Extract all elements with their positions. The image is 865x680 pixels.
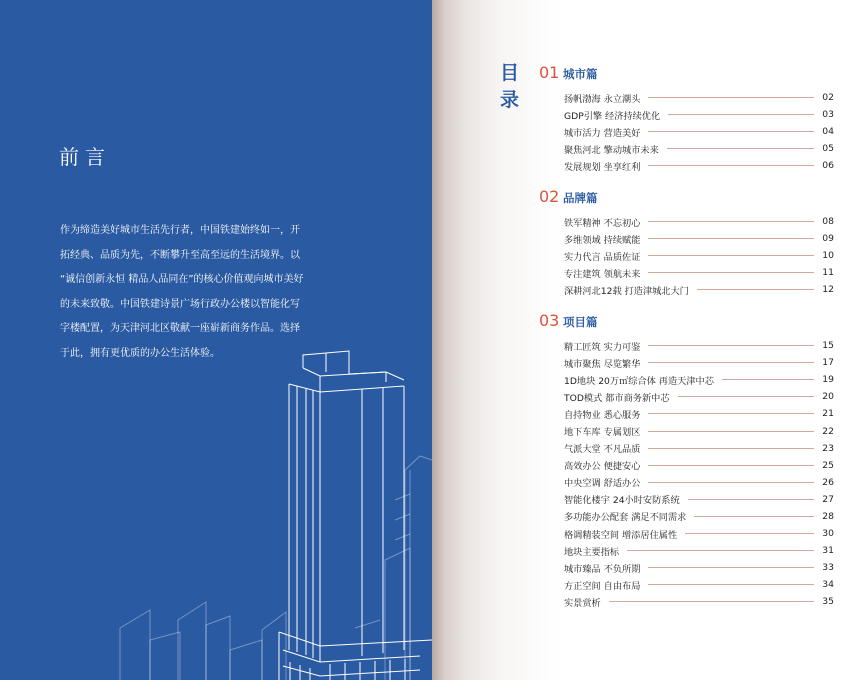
chapter-header[interactable] (539, 187, 834, 207)
preface-line: 拓经典、品质为先，不断攀升至高至远的生活境界。以 (60, 249, 300, 261)
toc-entry-label: 多功能办公配套 满足不同需求 (564, 512, 687, 524)
toc-page-number: 34 (822, 579, 834, 591)
toc-page-number: 17 (822, 357, 834, 369)
toc-leader-line (648, 221, 814, 222)
toc-entry[interactable] (564, 559, 834, 576)
preface-line: 字楼配置，为天津河北区敬献一座崭新商务作品。选择 (60, 323, 300, 334)
toc-page-number: 23 (822, 442, 834, 454)
toc-leader-line (648, 448, 814, 449)
toc-heading-char: 录 (500, 89, 520, 111)
toc-heading (500, 60, 522, 114)
toc-entry[interactable] (564, 593, 834, 610)
toc-entry-label: 1D地块 20万㎡综合体 再造天津中芯 (564, 375, 714, 387)
toc-entry[interactable] (564, 371, 834, 388)
toc-leader-line (722, 379, 814, 380)
toc-page-number: 26 (822, 476, 834, 488)
toc-entry[interactable] (564, 230, 834, 247)
toc-leader-line (648, 255, 814, 256)
toc-entry[interactable] (564, 440, 834, 457)
toc-leader-line (648, 362, 814, 363)
toc-page-number: 11 (822, 267, 834, 279)
chapter-header[interactable] (539, 311, 834, 331)
toc-entry-label: 城市活力 营造美好 (564, 127, 641, 139)
chapter-name: 城市篇 (563, 67, 598, 81)
toc-page-number: 20 (822, 391, 834, 403)
toc-entry-label: 方正空间 自由布局 (564, 580, 641, 592)
chapter-name: 项目篇 (563, 315, 598, 329)
toc-leader-line (609, 601, 814, 602)
toc-entry-label: 铁军精神 不忘初心 (564, 217, 641, 229)
toc-leader-line (685, 533, 814, 534)
toc-page-number: 30 (822, 528, 834, 540)
toc-page-number: 06 (822, 160, 834, 172)
toc-entry-label: GDP引擎 经济持续优化 (564, 110, 661, 122)
toc-entry[interactable] (564, 405, 834, 422)
toc-entry-label: 气派大堂 不凡品质 (564, 444, 641, 456)
toc-page-number: 25 (822, 459, 834, 471)
toc-entry-label: 智能化楼宇 24小时安防系统 (564, 495, 680, 507)
toc-page-number: 22 (822, 425, 834, 437)
toc-leader-line (648, 345, 814, 346)
toc-page-number: 35 (822, 596, 834, 608)
preface-line: 作为缔造美好城市生活先行者，中国铁建始终如一，开 (60, 225, 300, 236)
toc-entry-list (539, 89, 834, 174)
toc-entry-label: 实力代言 品质佐证 (564, 251, 641, 263)
toc-page-number: 31 (822, 545, 834, 557)
toc-page-number: 27 (822, 493, 834, 505)
toc-page-number: 10 (822, 250, 834, 262)
toc-page-number: 15 (822, 340, 834, 352)
toc-page-number: 04 (822, 126, 834, 138)
toc-leader-line (694, 516, 814, 517)
toc-leader-line (648, 131, 814, 132)
toc-page-number: 08 (822, 216, 834, 228)
toc-page-number: 21 (822, 408, 834, 420)
toc-entry-label: 高效办公 便捷安心 (564, 461, 641, 473)
chapter-header[interactable] (539, 63, 834, 83)
toc-page-number: 02 (822, 92, 834, 104)
toc-leader-line (648, 165, 814, 166)
toc-entry[interactable] (564, 337, 834, 354)
toc-entry-list (539, 213, 834, 298)
toc-entry-label: 自持物业 悉心服务 (564, 409, 641, 421)
toc-leader-line (678, 396, 814, 397)
toc-chapter (539, 63, 834, 174)
toc-leader-line (648, 567, 814, 568)
toc-entry[interactable] (564, 106, 834, 123)
toc-entry-label: 中央空调 舒适办公 (564, 478, 641, 490)
toc-page-number: 03 (822, 109, 834, 121)
toc-chapter (539, 311, 834, 611)
chapter-number: 03 (539, 311, 560, 330)
left-page (0, 0, 432, 680)
toc-leader-line (668, 114, 814, 115)
chapter-number: 01 (539, 63, 560, 82)
toc-entry-list (539, 337, 834, 611)
toc-entry[interactable] (564, 508, 834, 525)
toc-entry-label: 地下车库 专属划区 (564, 427, 641, 439)
toc-leader-line (697, 289, 814, 290)
toc-entry[interactable] (564, 457, 834, 474)
toc-entry-label: 地块主要指标 (564, 546, 620, 558)
toc-entry[interactable] (564, 525, 834, 542)
preface-body (60, 219, 304, 366)
toc-entry[interactable] (564, 354, 834, 371)
toc-page-number: 12 (822, 284, 834, 296)
toc-entry-label: 实景赏析 (564, 597, 601, 609)
toc-entry[interactable] (564, 140, 834, 157)
toc-entry[interactable] (564, 157, 834, 174)
toc-entry-label: 城市臻品 不负所期 (564, 563, 641, 575)
toc-page-number: 19 (822, 374, 834, 386)
preface-title: 前言 (59, 145, 111, 169)
toc-entry-label: 专注建筑 领航未来 (564, 268, 641, 280)
toc-leader-line (648, 584, 814, 585)
toc-entry[interactable] (564, 422, 834, 439)
toc-leader-line (648, 97, 814, 98)
toc-entry[interactable] (564, 89, 834, 106)
toc-entry-label: 聚焦河北 擎动城市未来 (564, 144, 659, 156)
toc-leader-line (667, 148, 814, 149)
toc-entry[interactable] (564, 281, 834, 298)
toc-leader-line (648, 482, 814, 483)
toc-entry[interactable] (564, 213, 834, 230)
preface-line: 的未来致敬。中国铁建诗景广场行政办公楼以智能化写 (60, 298, 300, 310)
toc-heading-char: 目 (500, 62, 520, 84)
toc-entry-label: 精工匠筑 实力可鉴 (564, 341, 641, 353)
toc-entry[interactable] (564, 542, 834, 559)
toc-page-number: 09 (822, 233, 834, 245)
toc-entry-label: 深耕河北12载 打造津城北大门 (564, 285, 689, 297)
toc-leader-line (648, 238, 814, 239)
toc-page-number: 33 (822, 562, 834, 574)
toc-entry[interactable] (564, 474, 834, 491)
toc-leader-line (648, 272, 814, 273)
toc-page-number: 28 (822, 510, 834, 522)
toc-entry[interactable] (564, 388, 834, 405)
chapter-name: 品牌篇 (563, 191, 598, 205)
toc-entry[interactable] (564, 576, 834, 593)
toc-entry-label: 格调精装空间 增添居住属性 (564, 529, 678, 541)
toc-entry[interactable] (564, 123, 834, 140)
toc-entry-label: TOD模式 都市商务新中芯 (564, 392, 670, 404)
toc-entry-label: 扬帆渤海 永立潮头 (564, 93, 641, 105)
chapter-number: 02 (539, 187, 560, 206)
preface-line: 于此，拥有更优质的办公生活体验。 (60, 347, 220, 359)
toc-page-number: 05 (822, 143, 834, 155)
toc-leader-line (648, 465, 814, 466)
toc-entry-label: 城市聚焦 尽览繁华 (564, 358, 641, 370)
toc-leader-line (627, 550, 814, 551)
preface-line: “诚信创新永恒 精品人品同在”的核心价值观向城市美好 (60, 274, 304, 285)
toc-entry[interactable] (564, 491, 834, 508)
toc-entry-label: 发展规划 坐享红利 (564, 161, 641, 173)
toc-entry[interactable] (564, 264, 834, 281)
toc-entry[interactable] (564, 247, 834, 264)
toc-leader-line (648, 431, 814, 432)
toc-entry-label: 多维领域 持续赋能 (564, 234, 641, 246)
toc-leader-line (648, 413, 814, 414)
toc-chapter (539, 187, 834, 298)
toc-leader-line (688, 499, 814, 500)
